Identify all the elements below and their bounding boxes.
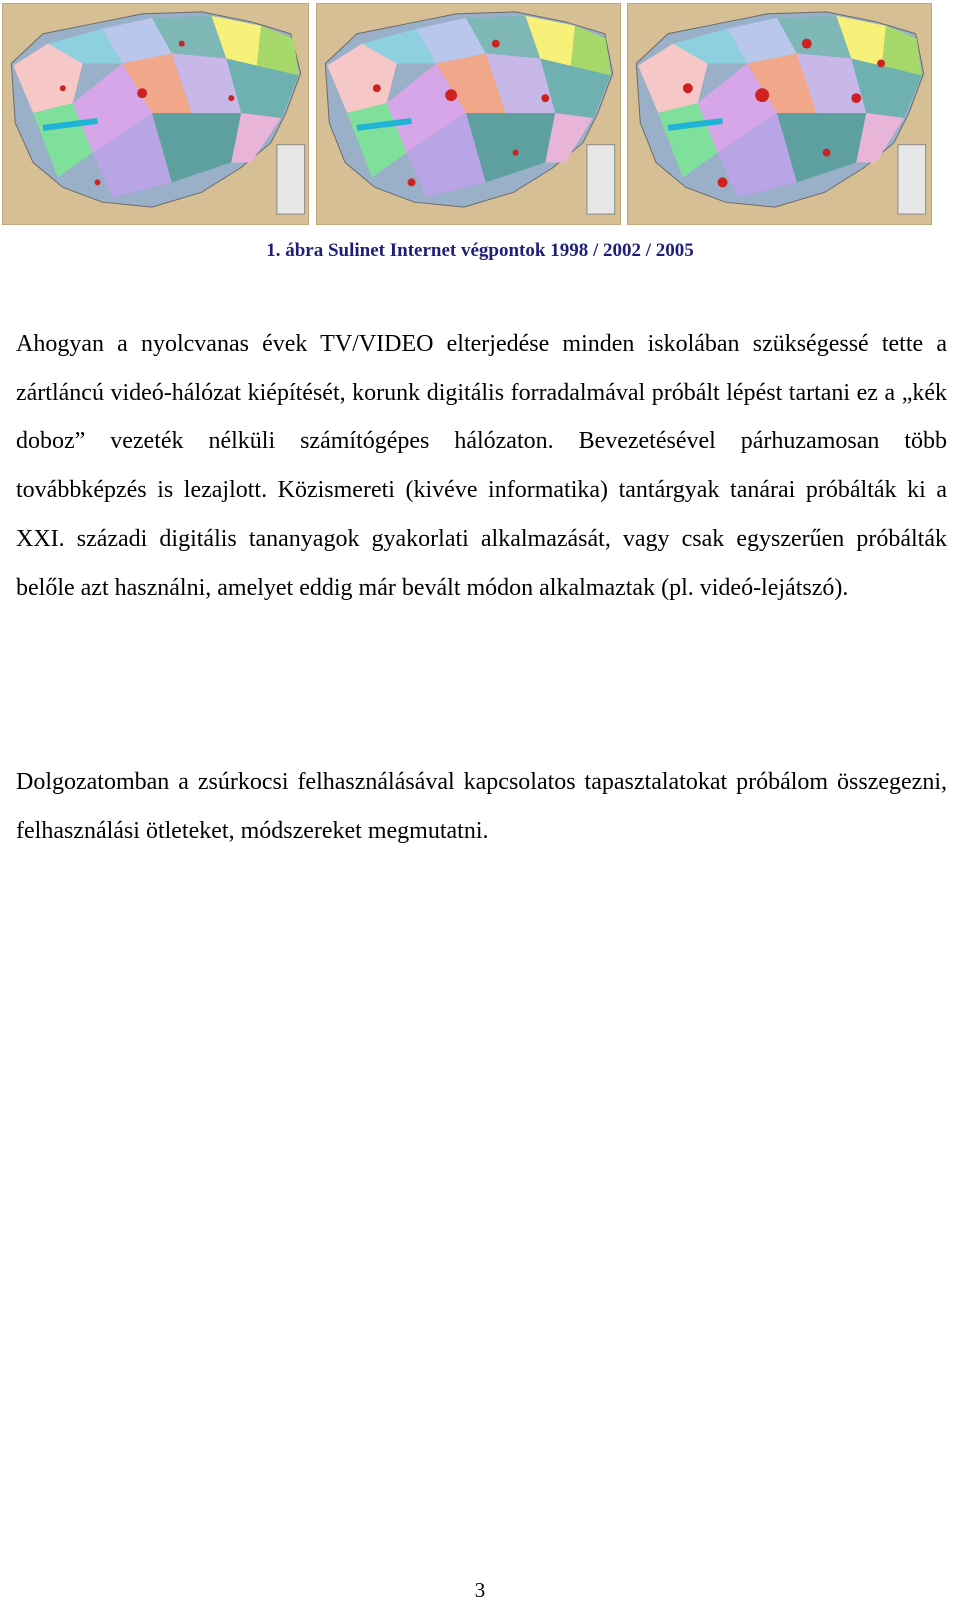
map-1998-graphic — [3, 4, 308, 224]
map-1998 — [2, 3, 309, 225]
map-2002 — [316, 3, 621, 225]
body-paragraph-2: Dolgozatomban a zsúrkocsi felhasználásával kapcsolatos tapasztalatokat próbálom összegezni, felhasználási ötleteket, módszereket megmutatni. — [16, 769, 947, 844]
body-paragraph-1: Ahogyan a nyolcvanas évek TV/VIDEO elterjedése minden iskolában szükségessé tette a zártláncú videó-hálózat kiépítését, korunk digitális forradalmával próbált lépést tartani ez a „kék doboz” vezeték nélküli számítógépes hálózaton. Bevezetésével párhuzamosan több továbbképzés is lezajlott. Közismereti (kivéve informatika) tantárgyak tanárai próbálták ki a XXI. századi digitális tananyagok gyakorlati alkalmazását, vagy csak egyszerűen próbálták belőle azt használni, amelyet eddig már bevált módon alkalmaztak (pl. videó-lejátszó). — [16, 331, 947, 601]
map-2002-graphic — [317, 4, 620, 224]
figure-maps-row — [0, 3, 960, 225]
figure-caption: 1. ábra Sulinet Internet végpontok 1998 / 2002 / 2005 — [266, 240, 694, 261]
map-2005 — [627, 3, 932, 225]
map-2005-graphic — [628, 4, 931, 224]
page-number: 3 — [474, 1578, 486, 1602]
